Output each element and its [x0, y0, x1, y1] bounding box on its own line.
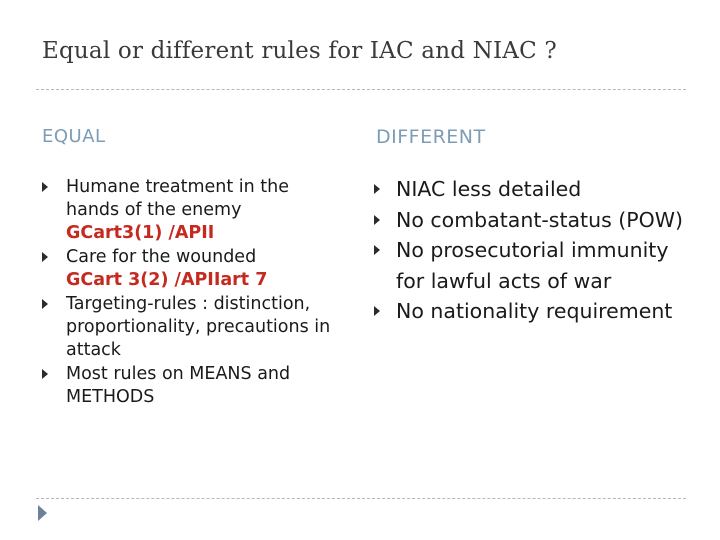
equal-item-text: Humane treatment in the hands of the enemy	[66, 177, 290, 220]
different-heading: DIFFERENT	[376, 126, 486, 148]
different-item-text: NIAC less detailed	[396, 177, 582, 201]
equal-item-care-wounded	[42, 246, 342, 292]
equal-item-reference: GCart 3(2) /APIIart 7	[66, 270, 268, 290]
triangle-bullet-icon	[374, 215, 380, 225]
different-list	[374, 174, 694, 327]
different-item-text: No prosecutorial immunity for lawful acts of war	[396, 238, 669, 293]
triangle-bullet-icon	[42, 299, 48, 309]
different-item-prosecutorial-immunity	[374, 235, 694, 296]
equal-item-text: Care for the wounded	[66, 247, 257, 267]
slide-title: Equal or different rules for IAC and NIAC ?	[42, 38, 557, 64]
equal-item-means-methods	[42, 363, 342, 409]
different-item-nationality	[374, 296, 694, 327]
different-item-combatant-status	[374, 205, 694, 236]
different-item-text: No combatant-status (POW)	[396, 207, 684, 232]
equal-item-reference: GCart3(1) /APII	[66, 223, 215, 243]
triangle-bullet-icon	[374, 306, 380, 316]
title-divider	[36, 89, 686, 90]
footer-divider	[36, 498, 686, 499]
equal-item-humane-treatment	[42, 176, 342, 245]
equal-item-text: Targeting-rules : distinction, proportionality, precautions in attack	[66, 294, 331, 360]
equal-item-targeting-rules	[42, 293, 342, 362]
triangle-corner-icon	[38, 505, 47, 521]
different-item-less-detailed	[374, 174, 694, 205]
triangle-bullet-icon	[42, 369, 48, 379]
triangle-bullet-icon	[374, 184, 380, 194]
triangle-bullet-icon	[42, 182, 48, 192]
triangle-bullet-icon	[42, 252, 48, 262]
equal-heading: EQUAL	[42, 126, 106, 147]
triangle-bullet-icon	[374, 245, 380, 255]
equal-item-text: Most rules on MEANS and METHODS	[66, 364, 291, 407]
equal-list	[42, 176, 342, 410]
different-item-text: No nationality requirement	[396, 299, 673, 323]
